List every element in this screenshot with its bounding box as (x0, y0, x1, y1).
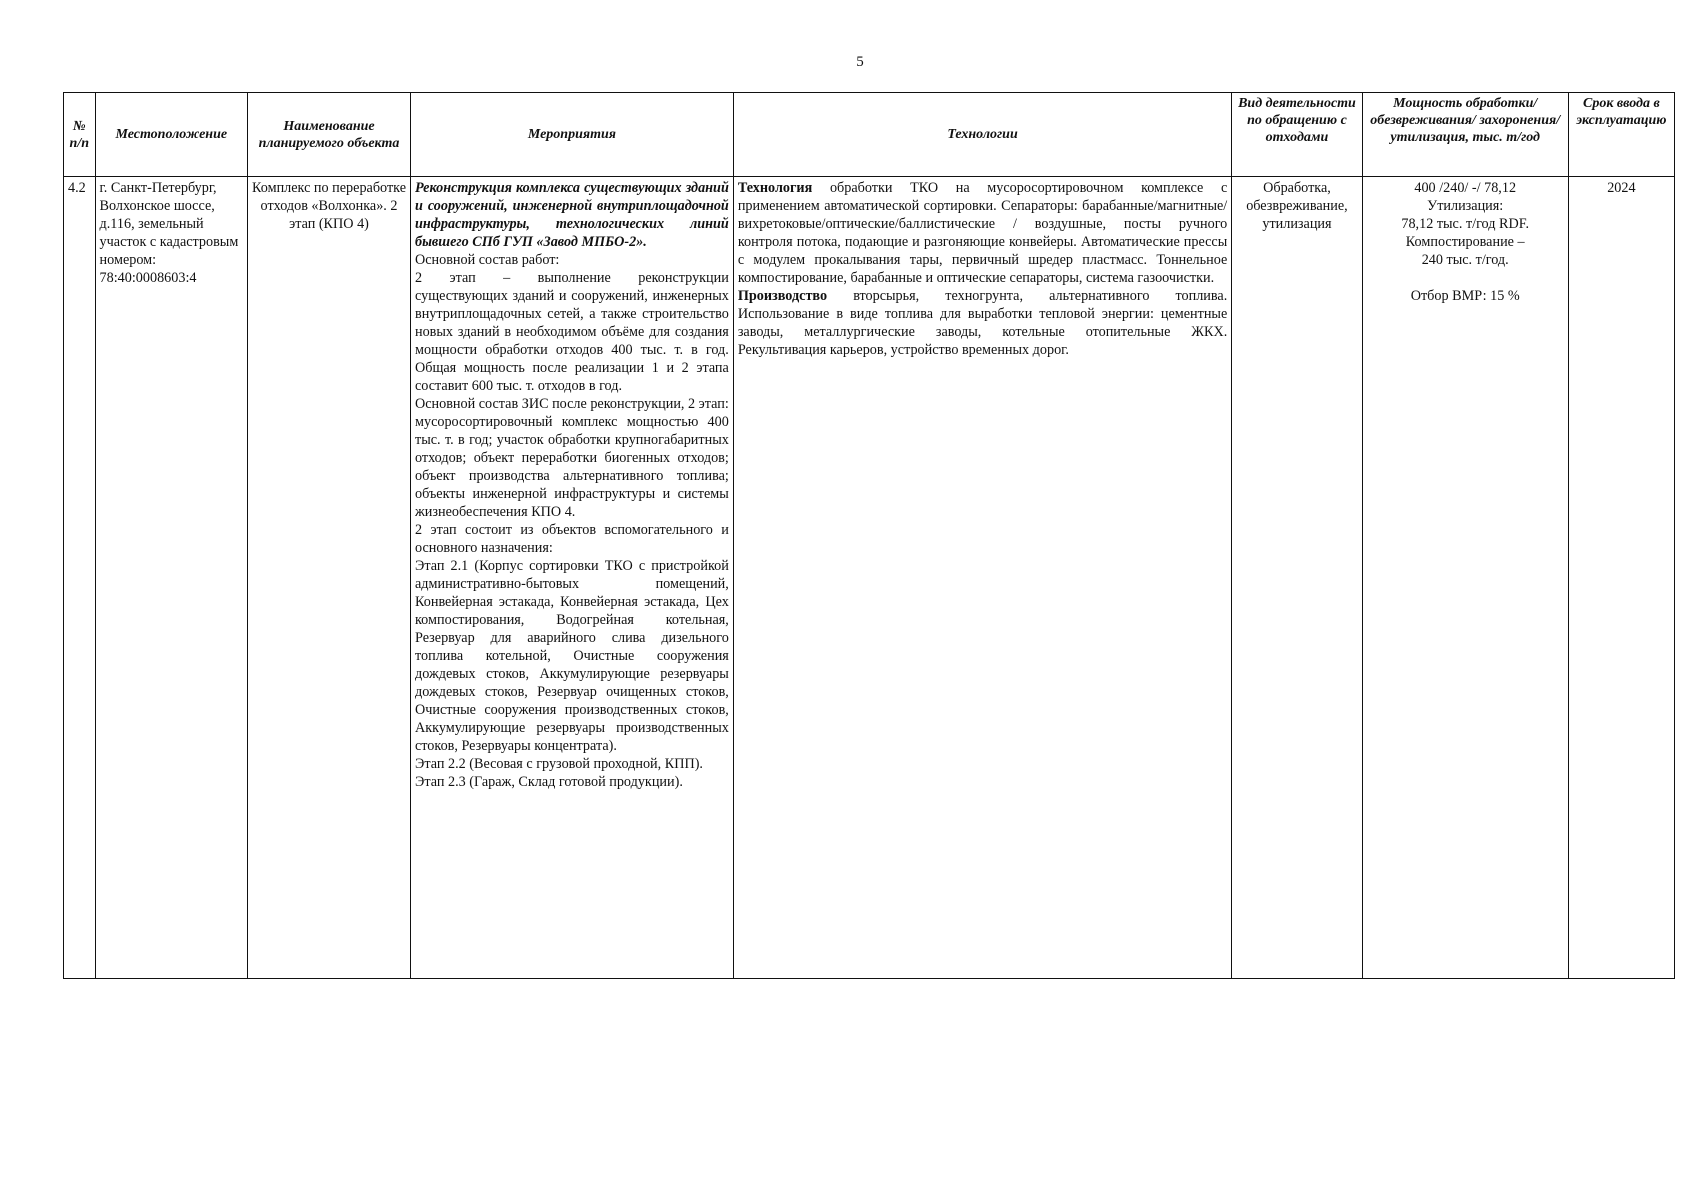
capacity-line: Компостирование – (1405, 234, 1525, 250)
measures-title: Реконструкция комплекса существующих зданий и сооружений, инженерной внутриплощадочной инфраструктуры, технологических линий бывшего СПб ГУП «Завод МПБО-2». (415, 180, 729, 250)
header-activity: Вид деятельности по обращению с отходами (1232, 93, 1362, 177)
table-header-row (64, 93, 1675, 177)
header-measures: Мероприятия (411, 93, 734, 177)
cell-date: 2024 (1568, 177, 1674, 979)
page-number: 5 (856, 54, 864, 70)
tech-paragraph-2 (738, 287, 1227, 359)
measures-line: 2 этап – выполнение реконструкции существующих зданий и сооружений, инженерных внутриплощадочных сетей, а также строительство новых зданий в необходимом объёме для создания мощности обработки отходов 400 тыс. т. в год. Общая мощность после реализации 1 и 2 этапа составит 600 тыс. т. отходов в год. (415, 270, 729, 394)
tech-text-2: вторсырья, техногрунта, альтернативного топлива. Использование в виде топлива для выработки тепловой энергии: цементные заводы, металлургические заводы, котельные отопительные ЖКХ. Рекультивация карьеров, устройство временных дорог. (737, 288, 1228, 358)
cell-name: Комплекс по переработке отходов «Волхонка». 2 этап (КПО 4) (248, 177, 411, 979)
cell-num: 4.2 (64, 177, 96, 979)
tech-label-1: Технология (737, 180, 813, 196)
measures-line: Основной состав ЗИС после реконструкции, 2 этап: (415, 396, 729, 412)
capacity-line: 400 /240/ -/ 78,12 (1414, 180, 1517, 196)
header-technologies: Технологии (733, 93, 1231, 177)
header-name: Наименование планируемого объекта (248, 93, 411, 177)
measures-line: 2 этап состоит из объектов вспомогательного и основного назначения: (415, 522, 729, 556)
cell-measures (411, 177, 734, 979)
measures-line: Этап 2.3 (Гараж, Склад готовой продукции). (415, 774, 683, 790)
capacity-line: Утилизация: (1427, 198, 1504, 214)
measures-line: мусоросортировочный комплекс мощностью 400 тыс. т. в год; участок обработки крупногабаритных отходов; объект переработки биогенных отходов; объект производства альтернативного топлива; объекты инженерной инфраструктуры и системы жизнеобеспечения КПО 4. (415, 414, 729, 520)
measures-line: Этап 2.1 (Корпус сортировки ТКО с пристройкой административно-бытовых помещений, Конвейерная эстакада, Конвейерная эстакада, Цех компостирования, Водогрейная котельная, Резервуар для аварийного слива дизельного топлива котельной, Очистные сооружения дождевых стоков, Аккумулирующие резервуары дождевых стоков, Резервуар очищенных стоков, Очистные сооружения производственных стоков, Аккумулирующие резервуары производственных стоков, Резервуары концентрата). (415, 558, 729, 754)
cell-activity: Обработка, обезвреживание, утилизация (1232, 177, 1362, 979)
cell-capacity (1362, 177, 1568, 979)
facilities-table (63, 92, 1675, 979)
capacity-extra: Отбор ВМР: 15 % (1410, 288, 1520, 304)
header-capacity: Мощность обработки/ обезвреживания/ захоронения/ утилизация, тыс. т/год (1362, 93, 1568, 177)
cell-technologies (733, 177, 1231, 979)
capacity-spacer (1367, 269, 1564, 287)
header-num: № п/п (64, 93, 96, 177)
cell-location: г. Санкт-Петербург, Волхонское шоссе, д.116, земельный участок с кадастровым номером: 78:40:0008603:4 (95, 177, 247, 979)
header-date: Срок ввода в эксплуатацию (1568, 93, 1674, 177)
header-location: Местоположение (95, 93, 247, 177)
tech-paragraph-1 (738, 179, 1227, 287)
tech-text-1: обработки ТКО на мусоросортировочном комплексе с применением автоматической сортировки. Сепараторы: барабанные/магнитные/вихретоковые/оптические/баллистические / воздушные, посты ручного контроля потока, подающие и разгоняющие конвейеры. Автоматические прессы с модулем прокалывания тары, первичный шредер пластмасс. Тоннельное компостирование, барабанные и оптические сепараторы, система газоочистки. (737, 180, 1228, 286)
tech-label-2: Производство (737, 288, 828, 304)
capacity-line: 78,12 тыс. т/год RDF. (1401, 216, 1530, 232)
table-row (64, 177, 1675, 979)
capacity-line: 240 тыс. т/год. (1421, 252, 1509, 268)
measures-line: Этап 2.2 (Весовая с грузовой проходной, КПП). (415, 756, 703, 772)
measures-line: Основной состав работ: (415, 252, 560, 268)
